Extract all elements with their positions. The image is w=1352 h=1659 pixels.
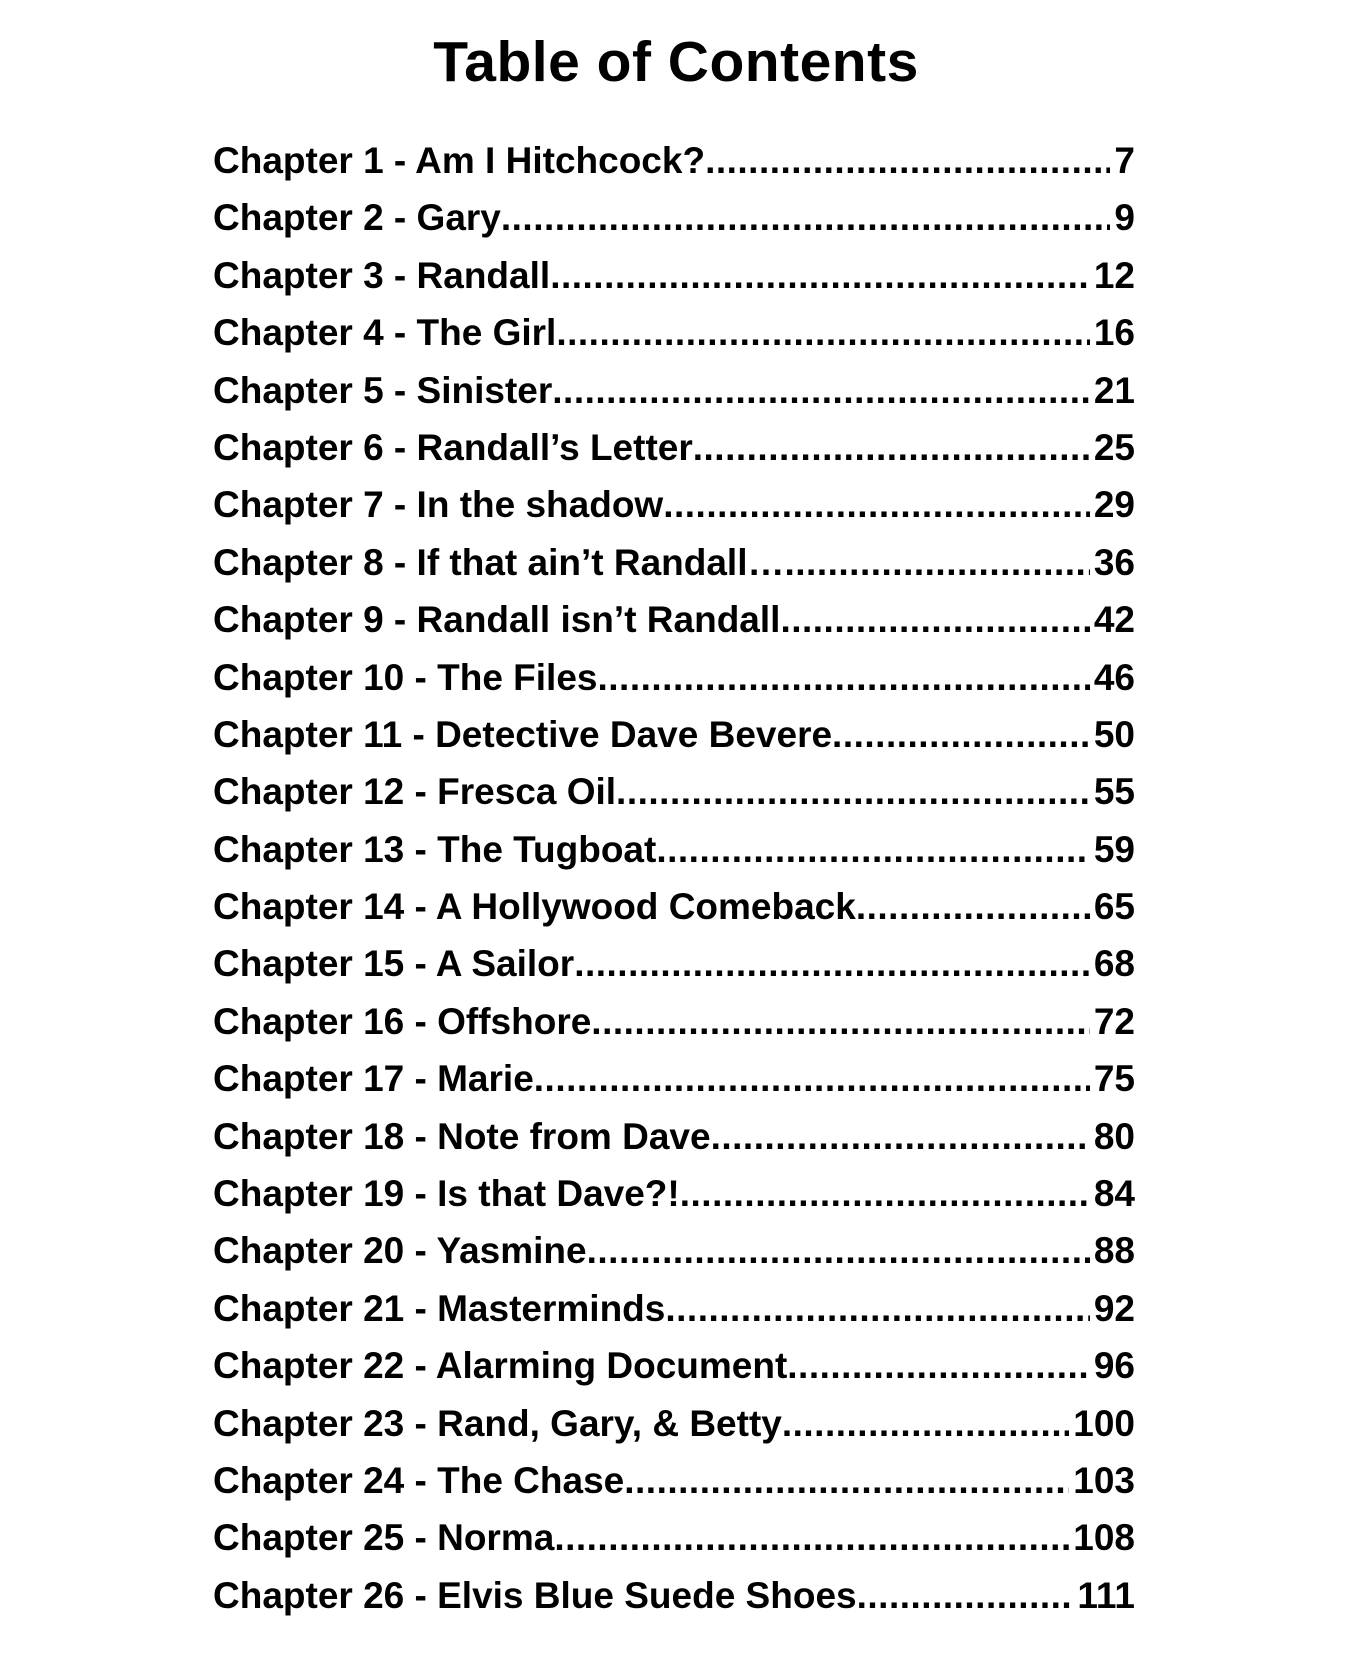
dot-leader bbox=[711, 1108, 1090, 1165]
toc-page-number: 75 bbox=[1093, 1058, 1135, 1100]
toc-page-number: 9 bbox=[1114, 197, 1135, 239]
toc-page-number: 50 bbox=[1093, 713, 1135, 755]
toc-entry-chapter-5[interactable] bbox=[213, 362, 1135, 419]
dot-leader bbox=[591, 993, 1090, 1050]
toc-entry-chapter-18[interactable] bbox=[213, 1108, 1135, 1165]
dot-leader bbox=[556, 304, 1090, 361]
dot-leader bbox=[832, 706, 1090, 763]
toc-page-number: 16 bbox=[1093, 312, 1135, 354]
toc-entry-chapter-10[interactable] bbox=[213, 649, 1135, 706]
toc-entry-chapter-8[interactable] bbox=[213, 534, 1135, 591]
toc-entry-chapter-26[interactable] bbox=[213, 1567, 1135, 1624]
toc-entry-chapter-1[interactable] bbox=[213, 132, 1135, 189]
toc-entry-chapter-9[interactable] bbox=[213, 591, 1135, 648]
dot-leader bbox=[705, 132, 1110, 189]
toc-page-number: 68 bbox=[1093, 943, 1135, 985]
dot-leader bbox=[550, 247, 1090, 304]
toc-page-number: 59 bbox=[1093, 828, 1135, 870]
toc-chapter-title: Chapter 17 - Marie bbox=[213, 1058, 534, 1100]
dot-leader bbox=[587, 1222, 1090, 1279]
toc-chapter-title: Chapter 24 - The Chase bbox=[213, 1459, 625, 1501]
toc-entry-chapter-20[interactable] bbox=[213, 1222, 1135, 1279]
toc-entry-chapter-24[interactable] bbox=[213, 1452, 1135, 1509]
toc-page-number: 25 bbox=[1093, 426, 1135, 468]
dot-leader bbox=[501, 189, 1111, 246]
dot-leader bbox=[780, 591, 1089, 648]
toc-entry-chapter-14[interactable] bbox=[213, 878, 1135, 935]
toc-entry-chapter-4[interactable] bbox=[213, 304, 1135, 361]
toc-page-number: 84 bbox=[1093, 1173, 1135, 1215]
dot-leader bbox=[534, 1050, 1090, 1107]
toc-page-number: 36 bbox=[1093, 541, 1135, 583]
toc-chapter-title: Chapter 13 - The Tugboat bbox=[213, 828, 657, 870]
toc-page-number: 108 bbox=[1073, 1517, 1135, 1559]
toc-entry-chapter-15[interactable] bbox=[213, 935, 1135, 992]
toc-page-number: 46 bbox=[1093, 656, 1135, 698]
toc-chapter-title: Chapter 5 - Sinister bbox=[213, 369, 553, 411]
toc-page-number: 12 bbox=[1093, 254, 1135, 296]
toc-chapter-title: Chapter 6 - Randall’s Letter bbox=[213, 426, 693, 468]
dot-leader bbox=[598, 649, 1090, 706]
toc-entry-chapter-16[interactable] bbox=[213, 993, 1135, 1050]
toc-chapter-title: Chapter 7 - In the shadow bbox=[213, 484, 664, 526]
toc-chapter-title: Chapter 19 - Is that Dave?! bbox=[213, 1173, 680, 1215]
dot-leader bbox=[787, 1337, 1090, 1394]
toc-page-number: 72 bbox=[1093, 1000, 1135, 1042]
toc-entry-chapter-2[interactable] bbox=[213, 189, 1135, 246]
toc-page-number: 7 bbox=[1114, 140, 1135, 181]
dot-leader bbox=[693, 419, 1090, 476]
toc-chapter-title: Chapter 20 - Yasmine bbox=[213, 1230, 587, 1272]
dot-leader bbox=[663, 476, 1090, 533]
toc-page-number: 92 bbox=[1093, 1287, 1135, 1329]
dot-leader bbox=[624, 1452, 1069, 1509]
toc-entry-chapter-6[interactable] bbox=[213, 419, 1135, 476]
toc-page-number: 29 bbox=[1093, 484, 1135, 526]
toc-chapter-title: Chapter 23 - Rand, Gary, & Betty bbox=[213, 1402, 782, 1444]
toc-entry-chapter-22[interactable] bbox=[213, 1337, 1135, 1394]
dot-leader bbox=[552, 362, 1090, 419]
dot-leader bbox=[616, 763, 1090, 820]
toc-chapter-title: Chapter 22 - Alarming Document bbox=[213, 1345, 788, 1387]
toc-page-number: 88 bbox=[1093, 1230, 1135, 1272]
toc-entry-chapter-17[interactable] bbox=[213, 1050, 1135, 1107]
toc-page-number: 80 bbox=[1093, 1115, 1135, 1157]
dot-leader bbox=[785, 534, 1090, 591]
dot-leader bbox=[856, 878, 1090, 935]
dot-leader bbox=[574, 935, 1090, 992]
toc-page-number: 55 bbox=[1093, 771, 1135, 813]
toc-entry-chapter-25[interactable] bbox=[213, 1509, 1135, 1566]
toc-chapter-title: Chapter 16 - Offshore bbox=[213, 1000, 592, 1042]
toc-page-number: 65 bbox=[1093, 886, 1135, 928]
toc-chapter-title: Chapter 21 - Masterminds bbox=[213, 1287, 666, 1329]
toc-chapter-title: Chapter 9 - Randall isn’t Randall bbox=[213, 599, 781, 641]
toc-entry-chapter-7[interactable] bbox=[213, 476, 1135, 533]
dot-leader bbox=[665, 1280, 1089, 1337]
page-title: Table of Contents bbox=[433, 30, 919, 94]
toc-entry-chapter-23[interactable] bbox=[213, 1395, 1135, 1452]
toc-page-number: 42 bbox=[1093, 599, 1135, 641]
toc-chapter-title: Chapter 14 - A Hollywood Comeback bbox=[213, 886, 856, 928]
toc-chapter-title: Chapter 1 - Am I Hitchcock? bbox=[213, 140, 706, 181]
toc-page-number: 100 bbox=[1073, 1402, 1135, 1444]
dot-leader bbox=[680, 1165, 1090, 1222]
toc-chapter-title: Chapter 12 - Fresca Oil bbox=[213, 771, 617, 813]
toc-chapter-title: Chapter 11 - Detective Dave Bevere bbox=[213, 713, 833, 755]
toc-chapter-title: Chapter 10 - The Files bbox=[213, 656, 598, 698]
toc-entry-chapter-12[interactable] bbox=[213, 763, 1135, 820]
toc-page-number: 21 bbox=[1093, 369, 1135, 411]
table-of-contents bbox=[213, 132, 1135, 1624]
toc-chapter-title: Chapter 18 - Note from Dave bbox=[213, 1115, 711, 1157]
toc-page-number: 103 bbox=[1073, 1459, 1135, 1501]
toc-chapter-title: Chapter 2 - Gary bbox=[213, 197, 501, 239]
toc-entry-chapter-21[interactable] bbox=[213, 1280, 1135, 1337]
toc-chapter-title: Chapter 8 - If that ain’t Randall… bbox=[213, 541, 785, 583]
dot-leader bbox=[554, 1509, 1069, 1566]
toc-entry-chapter-19[interactable] bbox=[213, 1165, 1135, 1222]
toc-entry-chapter-3[interactable] bbox=[213, 247, 1135, 304]
toc-entry-chapter-11[interactable] bbox=[213, 706, 1135, 763]
dot-leader bbox=[656, 821, 1090, 878]
toc-chapter-title: Chapter 26 - Elvis Blue Suede Shoes bbox=[213, 1574, 857, 1616]
dot-leader bbox=[857, 1567, 1074, 1624]
toc-chapter-title: Chapter 25 - Norma bbox=[213, 1517, 555, 1559]
toc-chapter-title: Chapter 15 - A Sailor bbox=[213, 943, 575, 985]
dot-leader bbox=[782, 1395, 1069, 1452]
toc-chapter-title: Chapter 3 - Randall bbox=[213, 254, 551, 296]
toc-page-number: 111 bbox=[1077, 1574, 1135, 1616]
toc-page-number: 96 bbox=[1093, 1345, 1135, 1387]
toc-chapter-title: Chapter 4 - The Girl bbox=[213, 312, 557, 354]
toc-entry-chapter-13[interactable] bbox=[213, 821, 1135, 878]
